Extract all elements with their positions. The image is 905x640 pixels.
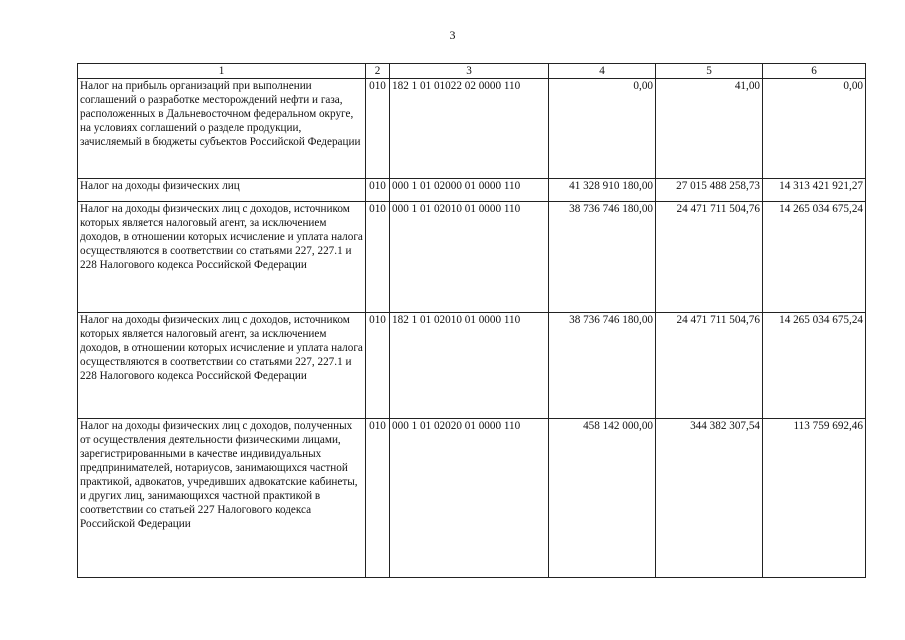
- row-col4-value: 0,00: [549, 79, 656, 179]
- row-col5-value: 27 015 488 258,73: [656, 179, 763, 202]
- row-name: Налог на доходы физических лиц с доходов, полученных от осуществления деятельности физическими лицами, зарегистрированными в качестве индивидуальных предпринимателей, нотариусов, занимающихся частной практикой, адвокатов, учредивших адвокатские кабинеты, и других лиц, занимающихся частной практикой в соответствии со статьей 227 Налогового кодекса Российской Федерации: [78, 419, 366, 578]
- table-row: [78, 419, 866, 578]
- row-name: Налог на доходы физических лиц с доходов, источником которых является налоговый агент, за исключением доходов, в отношении которых исчисление и уплата налога осуществляются в соответствии со статьями 227, 227.1 и 228 Налогового кодекса Российской Федерации: [78, 202, 366, 313]
- table-row: [78, 79, 866, 179]
- row-name: Налог на доходы физических лиц: [78, 179, 366, 202]
- table-row: [78, 313, 866, 419]
- row-col6-value: 14 265 034 675,24: [763, 313, 866, 419]
- page-number: 3: [449, 28, 456, 42]
- row-col6-value: 14 313 421 921,27: [763, 179, 866, 202]
- row-col4-value: 41 328 910 180,00: [549, 179, 656, 202]
- column-header-3: 3: [390, 64, 549, 79]
- budget-table: [77, 63, 866, 578]
- row-budget-code: 000 1 01 02010 01 0000 110: [390, 202, 549, 313]
- table-row: [78, 202, 866, 313]
- row-col5-value: 344 382 307,54: [656, 419, 763, 578]
- row-col6-value: 113 759 692,46: [763, 419, 866, 578]
- row-name: Налог на прибыль организаций при выполнении соглашений о разработке месторождений нефти и газа, расположенных в Дальневосточном федеральном округе, на условиях соглашений о разделе продукции, зачисляемый в бюджеты субъектов Российской Федерации: [78, 79, 366, 179]
- row-col6-value: 14 265 034 675,24: [763, 202, 866, 313]
- column-header-2: 2: [366, 64, 390, 79]
- column-header-1: 1: [78, 64, 366, 79]
- row-col4-value: 38 736 746 180,00: [549, 202, 656, 313]
- table-row: [78, 179, 866, 202]
- row-name: Налог на доходы физических лиц с доходов, источником которых является налоговый агент, за исключением доходов, в отношении которых исчисление и уплата налога осуществляются в соответствии со статьями 227, 227.1 и 228 Налогового кодекса Российской Федерации: [78, 313, 366, 419]
- row-line-code: 010: [366, 179, 390, 202]
- column-header-6: 6: [763, 64, 866, 79]
- row-budget-code: 000 1 01 02020 01 0000 110: [390, 419, 549, 578]
- row-budget-code: 182 1 01 01022 02 0000 110: [390, 79, 549, 179]
- table-header-row: [78, 64, 866, 79]
- row-line-code: 010: [366, 202, 390, 313]
- row-col5-value: 24 471 711 504,76: [656, 313, 763, 419]
- row-col4-value: 38 736 746 180,00: [549, 313, 656, 419]
- row-col6-value: 0,00: [763, 79, 866, 179]
- row-col4-value: 458 142 000,00: [549, 419, 656, 578]
- row-col5-value: 24 471 711 504,76: [656, 202, 763, 313]
- column-header-5: 5: [656, 64, 763, 79]
- row-line-code: 010: [366, 79, 390, 179]
- row-budget-code: 182 1 01 02010 01 0000 110: [390, 313, 549, 419]
- row-budget-code: 000 1 01 02000 01 0000 110: [390, 179, 549, 202]
- row-line-code: 010: [366, 313, 390, 419]
- column-header-4: 4: [549, 64, 656, 79]
- row-line-code: 010: [366, 419, 390, 578]
- row-col5-value: 41,00: [656, 79, 763, 179]
